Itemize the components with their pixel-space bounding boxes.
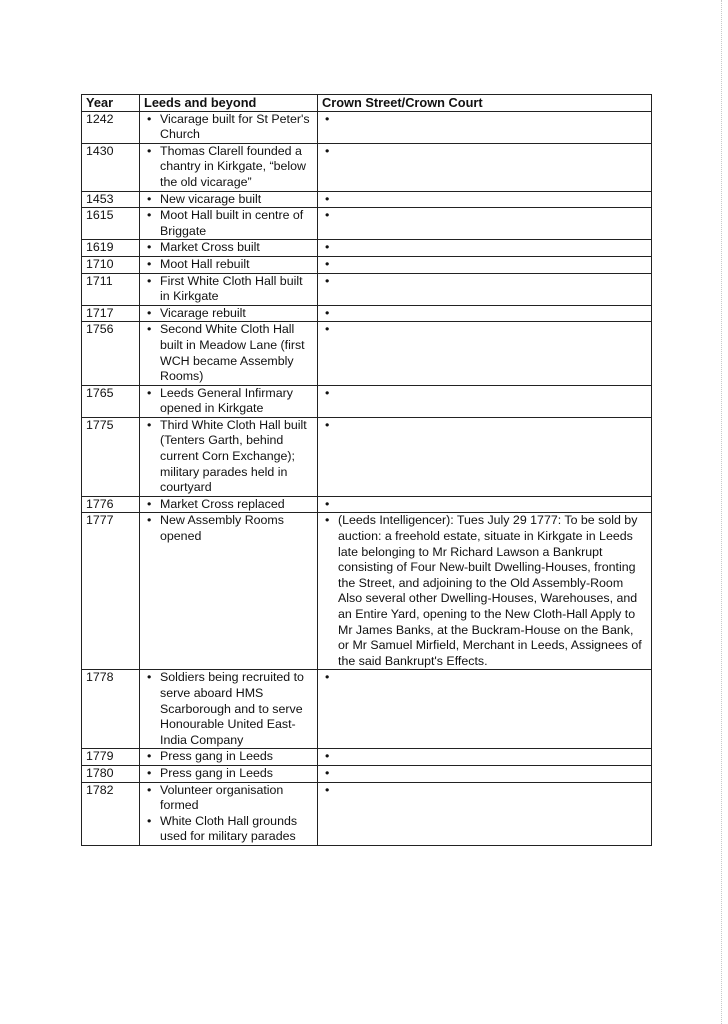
crown-cell xyxy=(318,670,652,749)
leeds-cell xyxy=(140,749,318,766)
crown-cell xyxy=(318,111,652,143)
table-row xyxy=(82,256,652,273)
year-cell: 1453 xyxy=(82,191,140,208)
leeds-cell xyxy=(140,143,318,191)
timeline-body xyxy=(82,111,652,845)
bullet-list xyxy=(144,670,313,748)
year-cell: 1717 xyxy=(82,305,140,322)
leeds-cell xyxy=(140,256,318,273)
bullet-list xyxy=(144,240,313,256)
leeds-cell xyxy=(140,496,318,513)
crown-cell xyxy=(318,513,652,670)
leeds-cell xyxy=(140,191,318,208)
crown-header: Crown Street/Crown Court xyxy=(318,95,652,112)
leeds-item: • First White Cloth Hall built in Kirkgate xyxy=(144,274,313,305)
year-cell: 1711 xyxy=(82,273,140,305)
table-row xyxy=(82,513,652,670)
table-row xyxy=(82,496,652,513)
leeds-cell xyxy=(140,111,318,143)
crown-cell xyxy=(318,496,652,513)
leeds-item: • Thomas Clarell founded a chantry in Kirkgate, “below the old vicarage” xyxy=(144,144,313,191)
year-cell: 1780 xyxy=(82,765,140,782)
bullet-list xyxy=(144,497,313,513)
bullet-list xyxy=(144,749,313,765)
leeds-item: • Moot Hall rebuilt xyxy=(144,257,313,273)
year-cell: 1619 xyxy=(82,240,140,257)
crown-cell xyxy=(318,782,652,845)
table-row xyxy=(82,322,652,385)
leeds-item: • Volunteer organisation formed xyxy=(144,783,313,814)
leeds-item: • Vicarage rebuilt xyxy=(144,306,313,322)
year-cell: 1776 xyxy=(82,496,140,513)
bullet-list xyxy=(144,783,313,845)
bullet-list xyxy=(144,766,313,782)
table-row xyxy=(82,417,652,496)
bullet-list xyxy=(322,513,647,669)
year-cell: 1775 xyxy=(82,417,140,496)
crown-cell xyxy=(318,208,652,240)
crown-cell xyxy=(318,191,652,208)
crown-cell xyxy=(318,273,652,305)
table-row xyxy=(82,305,652,322)
page-edge xyxy=(721,0,722,1024)
leeds-item: • Leeds General Infirmary opened in Kirkgate xyxy=(144,386,313,417)
bullet-list xyxy=(144,306,313,322)
bullet-list xyxy=(144,112,313,143)
year-cell: 1710 xyxy=(82,256,140,273)
year-cell: 1615 xyxy=(82,208,140,240)
bullet-list xyxy=(144,208,313,239)
table-row xyxy=(82,240,652,257)
leeds-cell xyxy=(140,417,318,496)
year-cell: 1778 xyxy=(82,670,140,749)
leeds-cell xyxy=(140,240,318,257)
leeds-item: • Press gang in Leeds xyxy=(144,749,313,765)
timeline-table xyxy=(81,94,652,846)
bullet-list xyxy=(144,322,313,384)
leeds-item: • New Assembly Rooms opened xyxy=(144,513,313,544)
bullet-list xyxy=(144,386,313,417)
year-cell: 1765 xyxy=(82,385,140,417)
bullet-list xyxy=(144,257,313,273)
table-row xyxy=(82,143,652,191)
leeds-header: Leeds and beyond xyxy=(140,95,318,112)
leeds-item: • Third White Cloth Hall built (Tenters Garth, behind current Corn Exchange); military parades held in courtyard xyxy=(144,418,313,496)
year-header: Year xyxy=(82,95,140,112)
year-cell: 1779 xyxy=(82,749,140,766)
leeds-cell xyxy=(140,782,318,845)
leeds-item: • Moot Hall built in centre of Briggate xyxy=(144,208,313,239)
year-cell: 1782 xyxy=(82,782,140,845)
leeds-cell xyxy=(140,208,318,240)
leeds-item: • Soldiers being recruited to serve aboard HMS Scarborough and to serve Honourable United East-India Company xyxy=(144,670,313,748)
table-row xyxy=(82,191,652,208)
bullet-list xyxy=(144,192,313,208)
leeds-cell xyxy=(140,273,318,305)
leeds-item: • Market Cross built xyxy=(144,240,313,256)
bullet-list xyxy=(144,418,313,496)
year-cell: 1430 xyxy=(82,143,140,191)
leeds-cell xyxy=(140,322,318,385)
leeds-cell xyxy=(140,305,318,322)
crown-cell xyxy=(318,417,652,496)
crown-cell xyxy=(318,305,652,322)
crown-cell xyxy=(318,322,652,385)
leeds-item: • Market Cross replaced xyxy=(144,497,313,513)
table-row xyxy=(82,385,652,417)
table-row xyxy=(82,208,652,240)
year-cell: 1777 xyxy=(82,513,140,670)
leeds-cell xyxy=(140,765,318,782)
leeds-cell xyxy=(140,513,318,670)
year-cell: 1756 xyxy=(82,322,140,385)
crown-cell xyxy=(318,749,652,766)
crown-item: • (Leeds Intelligencer): Tues July 29 1777: To be sold by auction: a freehold estate, situate in Kirkgate in Leeds late belonging to Mr Richard Lawson a Bankrupt consisting of Four New-built Dwelling-Houses, fronting the Street, and adjoining to the Old Assembly-Room Also several other Dwelling-Houses, Warehouses, and an Entire Yard, opening to the New Cloth-Hall Apply to Mr James Banks, at the Buckram-House on the Bank, or Mr Samuel Mirfield, Merchant in Leeds, Assignees of the said Bankrupt's Effects. xyxy=(322,513,647,669)
table-row xyxy=(82,749,652,766)
leeds-item: • Second White Cloth Hall built in Meadow Lane (first WCH became Assembly Rooms) xyxy=(144,322,313,384)
leeds-item: • Vicarage built for St Peter's Church xyxy=(144,112,313,143)
table-row xyxy=(82,670,652,749)
bullet-list xyxy=(144,274,313,305)
bullet-list xyxy=(144,144,313,191)
crown-cell xyxy=(318,385,652,417)
crown-cell xyxy=(318,240,652,257)
leeds-cell xyxy=(140,670,318,749)
crown-cell xyxy=(318,143,652,191)
year-cell: 1242 xyxy=(82,111,140,143)
crown-cell xyxy=(318,765,652,782)
table-row xyxy=(82,765,652,782)
header-row xyxy=(82,95,652,112)
leeds-cell xyxy=(140,385,318,417)
leeds-item: • New vicarage built xyxy=(144,192,313,208)
table-row xyxy=(82,782,652,845)
leeds-item: • Press gang in Leeds xyxy=(144,766,313,782)
table-row xyxy=(82,111,652,143)
crown-cell xyxy=(318,256,652,273)
table-row xyxy=(82,273,652,305)
leeds-item: • White Cloth Hall grounds used for military parades xyxy=(144,814,313,845)
bullet-list xyxy=(144,513,313,544)
